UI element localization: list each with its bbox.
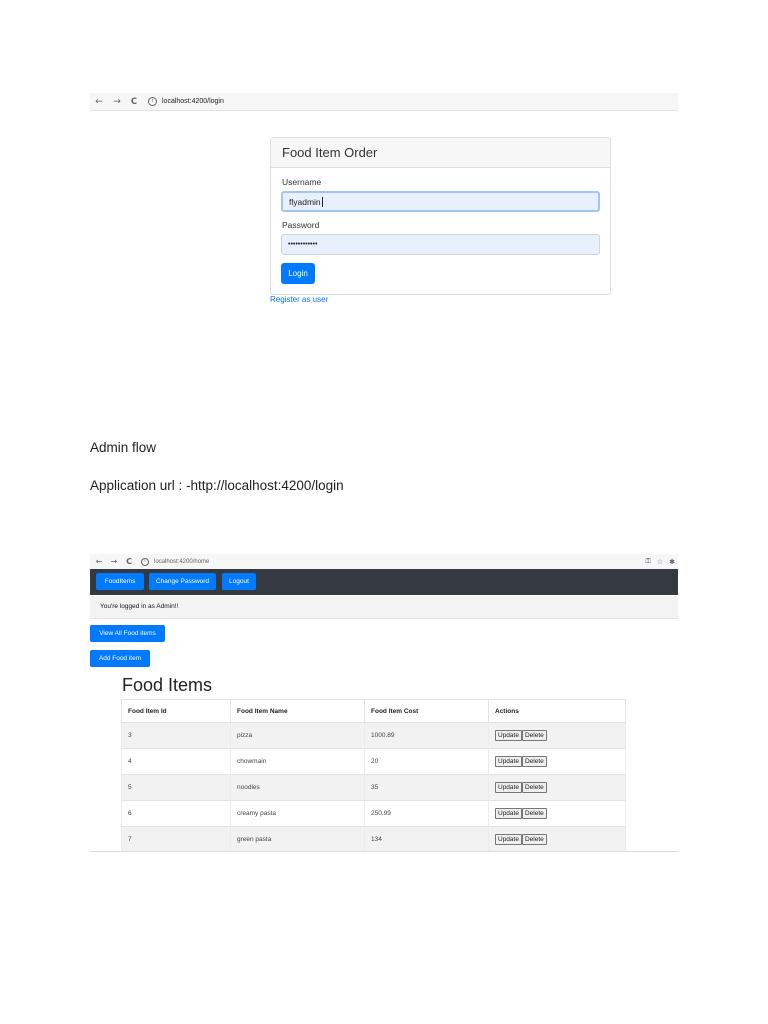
cell-name: chowmain xyxy=(231,749,365,775)
login-card-title: Food Item Order xyxy=(271,138,610,168)
cell-name: creamy pasta xyxy=(231,801,365,827)
update-button[interactable]: Update xyxy=(495,834,522,845)
cell-name: pizza xyxy=(231,723,365,749)
cell-id: 5 xyxy=(122,775,231,801)
info-icon[interactable]: i xyxy=(141,558,149,566)
login-status-alert xyxy=(90,596,678,619)
register-link[interactable]: Register as user xyxy=(270,295,329,304)
forward-icon[interactable]: → xyxy=(113,96,121,107)
cell-name: noodles xyxy=(231,775,365,801)
nav-logout-button[interactable]: Logout xyxy=(222,573,256,590)
update-button[interactable]: Update xyxy=(495,782,522,793)
login-status-text: You're logged in as Admin!! xyxy=(100,603,179,610)
login-card xyxy=(270,137,611,295)
header-food-item-name: Food Item Name xyxy=(231,700,365,723)
cell-cost: 20 xyxy=(365,749,489,775)
back-icon[interactable]: ← xyxy=(95,96,103,107)
header-food-item-id: Food Item Id xyxy=(122,700,231,723)
add-food-item-button[interactable]: Add Food item xyxy=(90,650,150,667)
view-all-food-items-button[interactable]: View All Food items xyxy=(90,625,165,642)
reload-icon[interactable]: C xyxy=(126,557,132,566)
cell-actions xyxy=(489,749,626,775)
table-row xyxy=(122,801,626,827)
nav-change-password-button[interactable]: Change Password xyxy=(149,573,216,590)
cell-id: 4 xyxy=(122,749,231,775)
food-items-heading: Food Items xyxy=(122,675,213,695)
address-bar[interactable] xyxy=(148,97,224,106)
forward-icon[interactable]: → xyxy=(110,557,118,566)
cell-cost: 1000.89 xyxy=(365,723,489,749)
delete-button[interactable]: Delete xyxy=(522,808,547,819)
table-row xyxy=(122,775,626,801)
username-label: Username xyxy=(282,177,322,187)
table-header-row xyxy=(122,700,626,723)
username-input[interactable] xyxy=(281,191,600,212)
food-items-table xyxy=(121,699,626,852)
update-button[interactable]: Update xyxy=(495,730,522,741)
login-button[interactable]: Login xyxy=(281,263,315,284)
cell-actions xyxy=(489,723,626,749)
browser-toolbar-home xyxy=(90,554,678,569)
cell-actions xyxy=(489,775,626,801)
address-url: localhost:4200/login xyxy=(162,98,224,105)
update-button[interactable]: Update xyxy=(495,756,522,767)
app-navbar xyxy=(90,569,678,595)
table-row xyxy=(122,723,626,749)
header-food-item-cost: Food Item Cost xyxy=(365,700,489,723)
cell-cost: 250.99 xyxy=(365,801,489,827)
address-bar[interactable] xyxy=(141,558,209,566)
address-url: localhost:4200/home xyxy=(154,558,210,565)
admin-flow-heading: Admin flow xyxy=(90,440,157,455)
table-row xyxy=(122,827,626,853)
browser-toolbar-login xyxy=(90,93,678,111)
star-icon[interactable]: ☆ xyxy=(656,557,664,566)
password-input[interactable] xyxy=(281,234,600,255)
delete-button[interactable]: Delete xyxy=(522,756,547,767)
delete-button[interactable]: Delete xyxy=(522,834,547,845)
cell-actions xyxy=(489,801,626,827)
password-label: Password xyxy=(282,220,320,230)
cell-name: green pasta xyxy=(231,827,365,853)
screenshot-bottom-border xyxy=(90,851,678,852)
cell-id: 3 xyxy=(122,723,231,749)
cell-actions xyxy=(489,827,626,853)
header-actions: Actions xyxy=(489,700,626,723)
cell-cost: 35 xyxy=(365,775,489,801)
reload-icon[interactable]: C xyxy=(130,96,138,107)
table-row xyxy=(122,749,626,775)
application-url-text: Application url : -http://localhost:4200/login xyxy=(90,478,344,493)
back-icon[interactable]: ← xyxy=(95,557,103,566)
delete-button[interactable]: Delete xyxy=(522,782,547,793)
update-button[interactable]: Update xyxy=(495,808,522,819)
extension-icon[interactable]: ✱ xyxy=(669,557,675,566)
key-icon[interactable]: ⚿ xyxy=(645,557,651,565)
password-value: •••••••••••• xyxy=(288,241,318,248)
cell-cost: 134 xyxy=(365,827,489,853)
username-value: flyadmin xyxy=(289,196,321,207)
delete-button[interactable]: Delete xyxy=(522,730,547,741)
info-icon[interactable]: i xyxy=(148,97,157,106)
nav-fooditems-button[interactable]: FoodItems xyxy=(96,573,144,590)
cell-id: 6 xyxy=(122,801,231,827)
cell-id: 7 xyxy=(122,827,231,853)
